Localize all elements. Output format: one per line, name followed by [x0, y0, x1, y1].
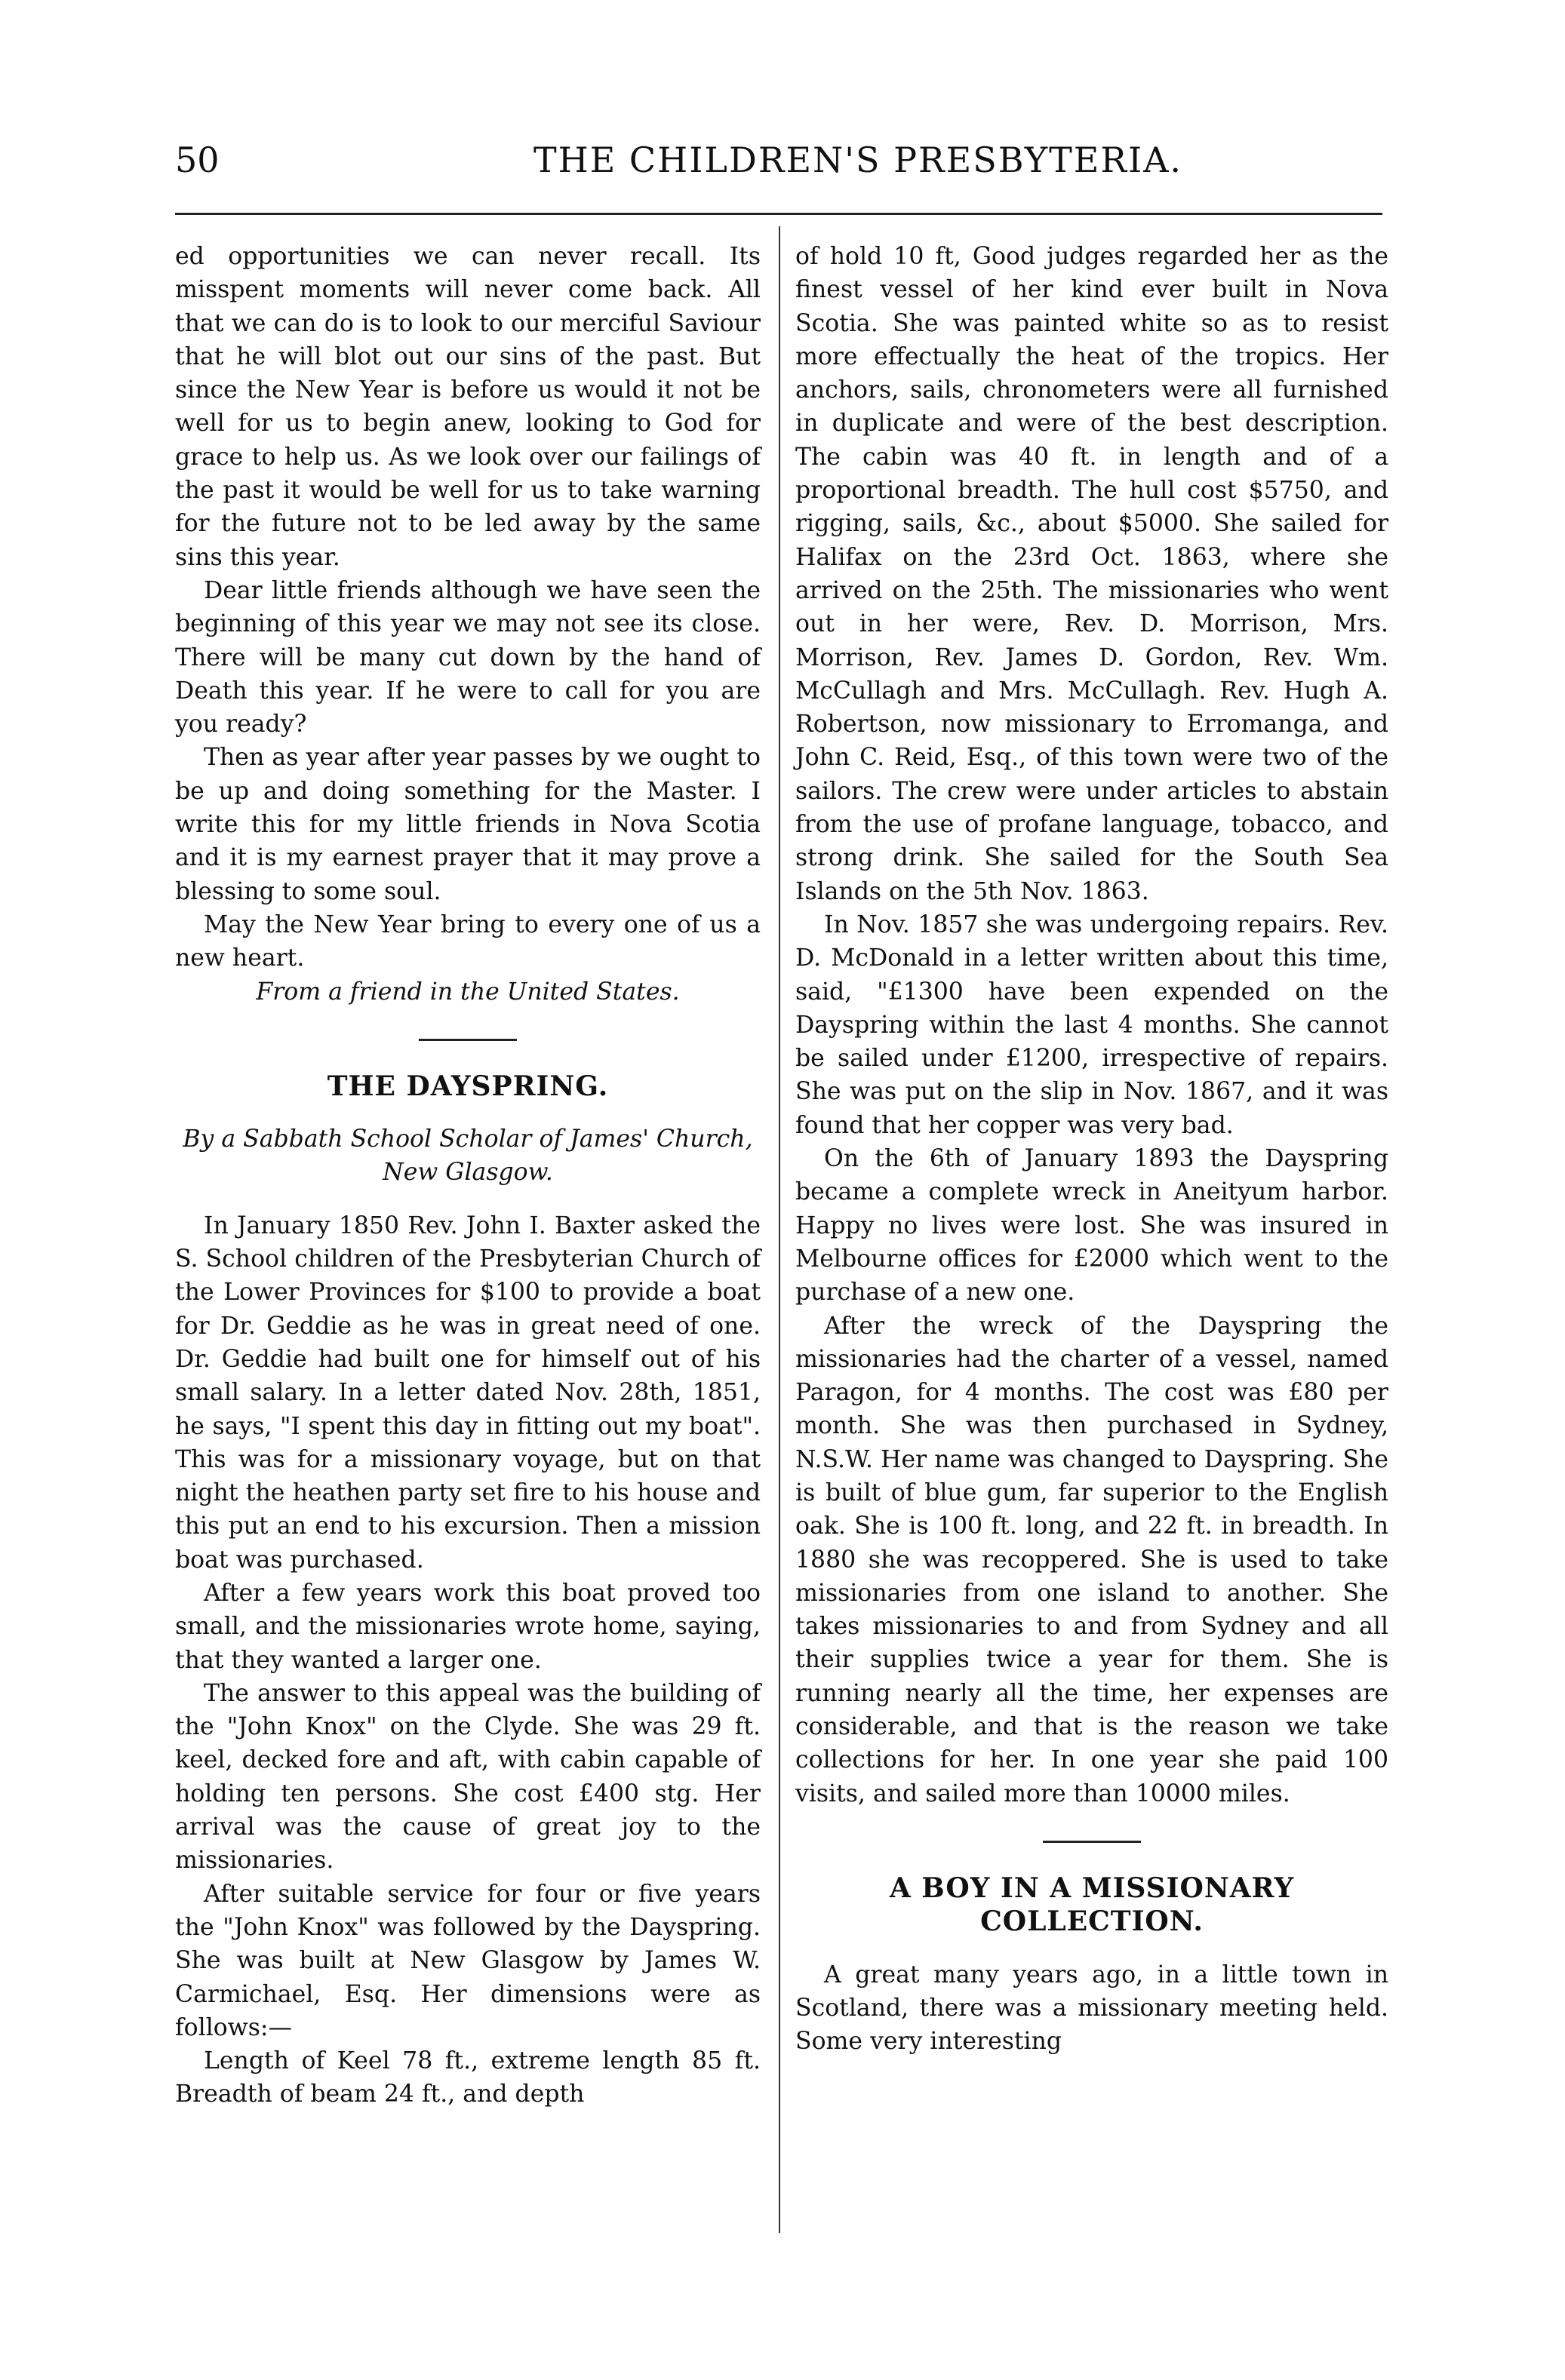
article-paragraph: On the 6th of January 1893 the Dayspring became a complete wreck in Aneityum harbor. Happy no lives were lost. She was insured in Melbourne offices for £2000 which went to the purchase of a new one.	[795, 1145, 1388, 1307]
dayspring-byline: By a Sabbath School Scholar of James' Church, New Glasgow.	[183, 1126, 753, 1187]
article-paragraph: After the wreck of the Dayspring the missionaries had the charter of a vessel, named Paragon, for 4 months. The cost was £80 per month. She was then purchased in Sydney, N.S.W. Her name was changed to Dayspring. She is built of blue gum, far superior to the English oak. She is 100 ft. long, and 22 ft. in breadth. In 1880 she was recoppered. She is used to take missionaries from one island to another. She takes missionaries to and from Sydney and all their supplies twice a year for them. She is running nearly all the time, her expenses are considerable, and that is the reason we take collections for her. In one year she paid 100 visits, and sailed more than 10000 miles.	[795, 1312, 1388, 1807]
page-number: 50	[175, 140, 220, 180]
section-divider	[1043, 1841, 1141, 1843]
column-divider	[779, 226, 780, 2233]
left-column	[175, 240, 761, 2111]
article-paragraph: In January 1850 Rev. John I. Baxter asked the S. School children of the Presbyterian Church of the Lower Provinces for $100 to provide a boat for Dr. Geddie as he was in great need of one. Dr. Geddie had built one for himself out of his small salary. In a letter dated Nov. 28th, 1851, he says, "I spent this day in fitting out my boat". This was for a missionary voyage, but on that night the heathen party set fire to his house and this put an end to his excursion. Then a mission boat was purchased.	[175, 1211, 761, 1574]
article-paragraph: In Nov. 1857 she was undergoing repairs. Rev. D. McDonald in a letter written about this time, said, "£1300 have been expended on the Dayspring within the last 4 months. She cannot be sailed under £1200, irrespective of repairs. She was put on the slip in Nov. 1867, and it was found that her copper was very bad.	[795, 911, 1388, 1139]
dayspring-heading: THE DAYSPRING.	[327, 1070, 609, 1102]
article-paragraph: Then as year after year passes by we ought to be up and doing something for the Master. I write this for my little friends in Nova Scotia and it is my earnest prayer that it may prove a blessing to some soul.	[175, 744, 761, 905]
header-rule	[175, 213, 1382, 215]
article-paragraph: Dear little friends although we have seen the beginning of this year we may not see its close. There will be many cut down by the hand of Death this year. If he were to call for you are you ready?	[175, 576, 761, 739]
article-paragraph: of hold 10 ft, Good judges regarded her as the finest vessel of her kind ever built in Nova Scotia. She was painted white so as to resist more effectually the heat of the tropics. Her anchors, sails, chronometers were all furnished in duplicate and were of the best description. The cabin was 40 ft. in length and of a proportional breadth. The hull cost $5750, and rigging, sails, &c., about $5000. She sailed for Halifax on the 23rd Oct. 1863, where she arrived on the 25th. The missionaries who went out in her were, Rev. D. Morrison, Mrs. Morrison, Rev. James D. Gordon, Rev. Wm. McCullagh and Mrs. McCullagh. Rev. Hugh A. Robertson, now missionary to Erromanga, and John C. Reid, Esq., of this town were two of the sailors. The crew were under articles to abstain from the use of profane language, tobacco, and strong drink. She sailed for the South Sea Islands on the 5th Nov. 1863.	[795, 243, 1388, 905]
article-signature: From a friend in the United States.	[256, 978, 680, 1006]
article-paragraph: ed opportunities we can never recall. Its misspent moments will never come back. All that we can do is to look to our merciful Saviour that he will blot out our sins of the past. But since the New Year is before us would it not be well for us to begin anew, looking to God for grace to help us. As we look over our failings of the past it would be well for us to take warning for the future not to be led away by the same sins this year.	[175, 243, 761, 571]
article-paragraph: After suitable service for four or five years the "John Knox" was followed by the Dayspring. She was built at New Glasgow by James W. Carmichael, Esq. Her dimensions were as follows:—	[175, 1880, 761, 2041]
article-paragraph: After a few years work this boat proved too small, and the missionaries wrote home, saying, that they wanted a larger one.	[175, 1579, 761, 1674]
article-paragraph: May the New Year bring to every one of us a new heart.	[175, 911, 761, 972]
article-paragraph: The answer to this appeal was the building of the "John Knox" on the Clyde. She was 29 ft. keel, decked fore and aft, with cabin capable of holding ten persons. She cost £400 stg. Her arrival was the cause of great joy to the missionaries.	[175, 1679, 761, 1875]
section-divider	[419, 1039, 517, 1041]
right-column	[795, 240, 1388, 2058]
article-paragraph: Length of Keel 78 ft., extreme length 85 ft. Breadth of beam 24 ft., and depth	[175, 2047, 761, 2108]
article-paragraph: A great many years ago, in a little town in Scotland, there was a missionary meeting held. Some very interesting	[795, 1961, 1388, 2056]
page-header	[175, 140, 1413, 200]
boy-collection-heading: A BOY IN A MISSIONARY COLLECTION.	[889, 1872, 1295, 1938]
running-title: THE CHILDREN'S PRESBYTERIA.	[533, 140, 1183, 180]
